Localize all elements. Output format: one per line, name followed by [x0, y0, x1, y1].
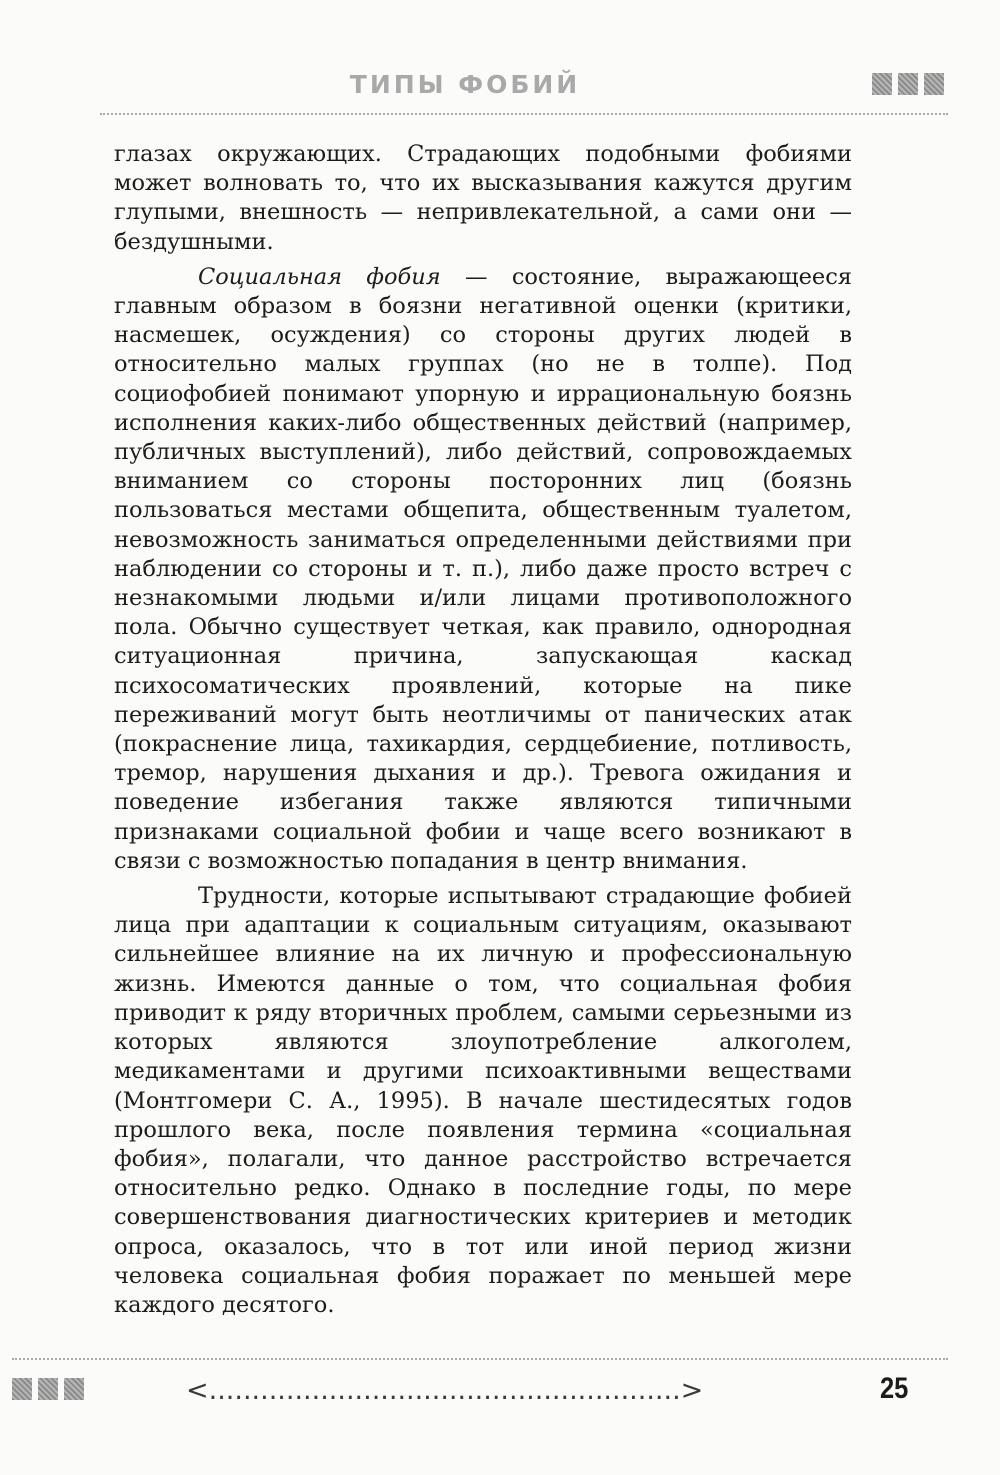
footer-navigation: <.......................................................> [186, 1375, 704, 1406]
paragraph-2-text: — состояние, выражающееся главным образом в боязни негативной оценки (критики, насмешек, осуждения) со стороны других людей в относительно малых группах (но не в толпе). Под социофобией понимают упорную и иррациональную боязнь исполнения каких-либо общественных действий (например, публичных выступлений), либо действий, сопровождаемых вниманием со стороны посторонних лиц (боязнь пользоваться местами общепита, общественным туалетом, невозможность заниматься определенными действиями при наблюдении со стороны и т. п.), либо даже просто встреч с незнакомыми людьми и/или лицами противоположного пола. Обычно существует четкая, как правило, однородная ситуационная причина, запускающая каскад психосоматических проявлений, которые на пике переживаний могут быть неотличимы от панических атак (покраснение лица, тахикардия, сердцебиение, потливость, тремор, нарушения дыхания и др.). Тревога ожидания и поведение избегания также являются типичными признаками социальной фобии и чаще всего возникают в связи с возможностью попадания в центр внимания. [114, 263, 852, 874]
decor-square [64, 1378, 84, 1400]
paragraph-1: глазах окружающих. Страдающих подобными фобиями может волновать то, что их высказывания кажутся другим глупыми, внешность — непривлекательной, а сами они — бездушными. [114, 141, 852, 255]
decor-square [12, 1378, 32, 1400]
page-body [114, 140, 852, 1320]
header-decor-squares [872, 73, 944, 95]
header-divider [100, 113, 948, 115]
page-number: 25 [880, 1372, 909, 1405]
running-header-title: ТИПЫ ФОБИЙ [349, 70, 581, 99]
paragraph-2 [114, 263, 852, 876]
footer-divider [12, 1358, 948, 1360]
decor-square [872, 73, 892, 95]
paragraph-3: Трудности, которые испытывают страдающие фобией лица при адаптации к социальным ситуациям, оказывают сильнейшее влияние на их личную и профессиональную жизнь. Имеются данные о том, что социальная фобия приводит к ряду вторичных проблем, самыми серьезными из которых являются злоупотребление алкоголем, медикаментами и другими психоактивными веществами (Монтгомери С. А., 1995). В начале шестидесятых годов прошлого века, после появления термина «социальная фобия», полагали, что данное расстройство встречается относительно редко. Однако в последние годы, по мере совершенствования диагностических критериев и методик опроса, оказалось, что в тот или иной период жизни человека социальная фобия поражает по меньшей мере каждого десятого. [114, 883, 852, 1318]
term-social-phobia: Социальная фобия [198, 263, 441, 290]
decor-square [898, 73, 918, 95]
decor-square [38, 1378, 58, 1400]
footer-decor-squares [12, 1378, 84, 1400]
decor-square [924, 73, 944, 95]
